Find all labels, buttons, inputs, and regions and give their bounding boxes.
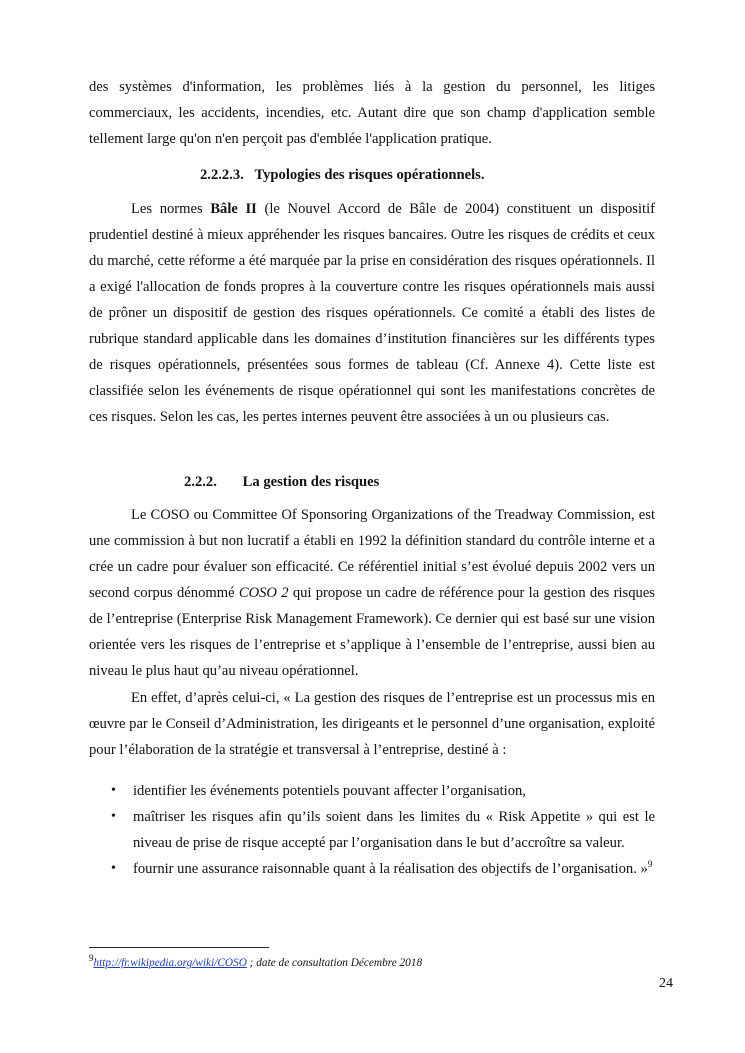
section-heading-2-2-2-3 [200,165,484,185]
list-item-text: identifier les événements potentiels pouvant affecter l’organisation, [133,783,526,799]
section-title: Typologies des risques opérationnels. [254,167,485,183]
definition-paragraph: En effet, d’après celui-ci, « La gestion des risques de l’entreprise est un processus mis en œuvre par le Conseil d’Administration, les dirigeants et le personnel d’une organisation, exploité pour l’élaboration de la stratégie et transversal à l’entreprise, destiné à : [89,690,655,758]
coso-text-before: Le COSO ou Committee Of Sponsoring Organizations of the Treadway Commission, est une commission à but non lucratif a établi en 1992 la définition standard du contrôle interne et a crée un cadre pour évaluer son efficacité. Ce référentiel initial s’est évolué depuis 2002 vers un second corpus dénommé [89,507,655,601]
bullet-icon: • [111,809,116,824]
footnote-link[interactable]: http://fr.wikipedia.org/wiki/COSO [93,957,247,969]
footnote-separator [89,947,269,948]
list-item [89,804,655,856]
list-item-text: maîtriser les risques afin qu’ils soient dans les limites du « Risk Appetite » qui est le niveau de prise de risque accepté par l’organisation dans le but d’accroître sa valeur. [133,809,655,851]
footnote [89,955,422,971]
bale-text-before: Les normes [131,201,211,217]
bale-bold-term: Bâle II [210,201,257,217]
bale-text-after: (le Nouvel Accord de Bâle de 2004) constituent un dispositif prudentiel destiné à mieux appréhender les risques bancaires. Outre les risques de crédits et ceux du marché, cette réforme a été marquée par la prise en considération des risques opérationnels. Il a exigé l'allocation de fonds propres à la couverture contre les risques opérationnels mais aussi de prôner un dispositif de gestion des risques opérationnels. Ce comité a établi des listes de rubrique standard applicable dans les domaines d’institution financières sur les différents types de risques opérationnels, présentées sous formes de tableau (Cf. Annexe 4). Cette liste est classifiée selon les événements de risque opérationnel qui sont les manifestations concrètes de ces risques. Selon les cas, les pertes internes peuvent être associées à un ou plusieurs cas. [89,201,655,425]
footnote-marker: 9 [89,953,94,964]
bale-paragraph [89,196,655,430]
page-number: 24 [659,976,673,991]
footnote-reference[interactable]: 9 [647,859,653,870]
section-number: 2.2.2. [184,474,217,490]
coso-italic-term: COSO 2 [238,585,289,601]
bullet-icon: • [111,861,116,876]
coso-text-after: qui propose un cadre de référence pour la gestion des risques de l’entreprise (Enterprise Risk Management Framework). Ce dernier qui est basé sur une vision orientée vers les risques de l’entreprise et s’applique à l’ensemble de l’entreprise, aussi bien au niveau le plus haut qu’au niveau opérationnel. [89,585,655,679]
section-heading-2-2-2 [184,472,379,492]
list-item-text: fournir une assurance raisonnable quant à la réalisation des objectifs de l’organisation. » [133,861,648,877]
footnote-text: ; date de consultation Décembre 2018 [246,957,423,969]
section-title: La gestion des risques [242,474,380,490]
section-number: 2.2.2.3. [200,167,244,183]
intro-paragraph: des systèmes d'information, les problèmes liés à la gestion du personnel, les litiges commerciaux, les accidents, incendies, etc. Autant dire que son champ d'application semble tellement large qu'on n'en perçoit pas d'emblée l'application pratique. [89,79,655,147]
coso-paragraph [89,502,655,684]
bullet-icon: • [111,783,116,798]
list-item [89,856,655,882]
list-item [89,778,655,804]
objectives-list [89,778,655,882]
